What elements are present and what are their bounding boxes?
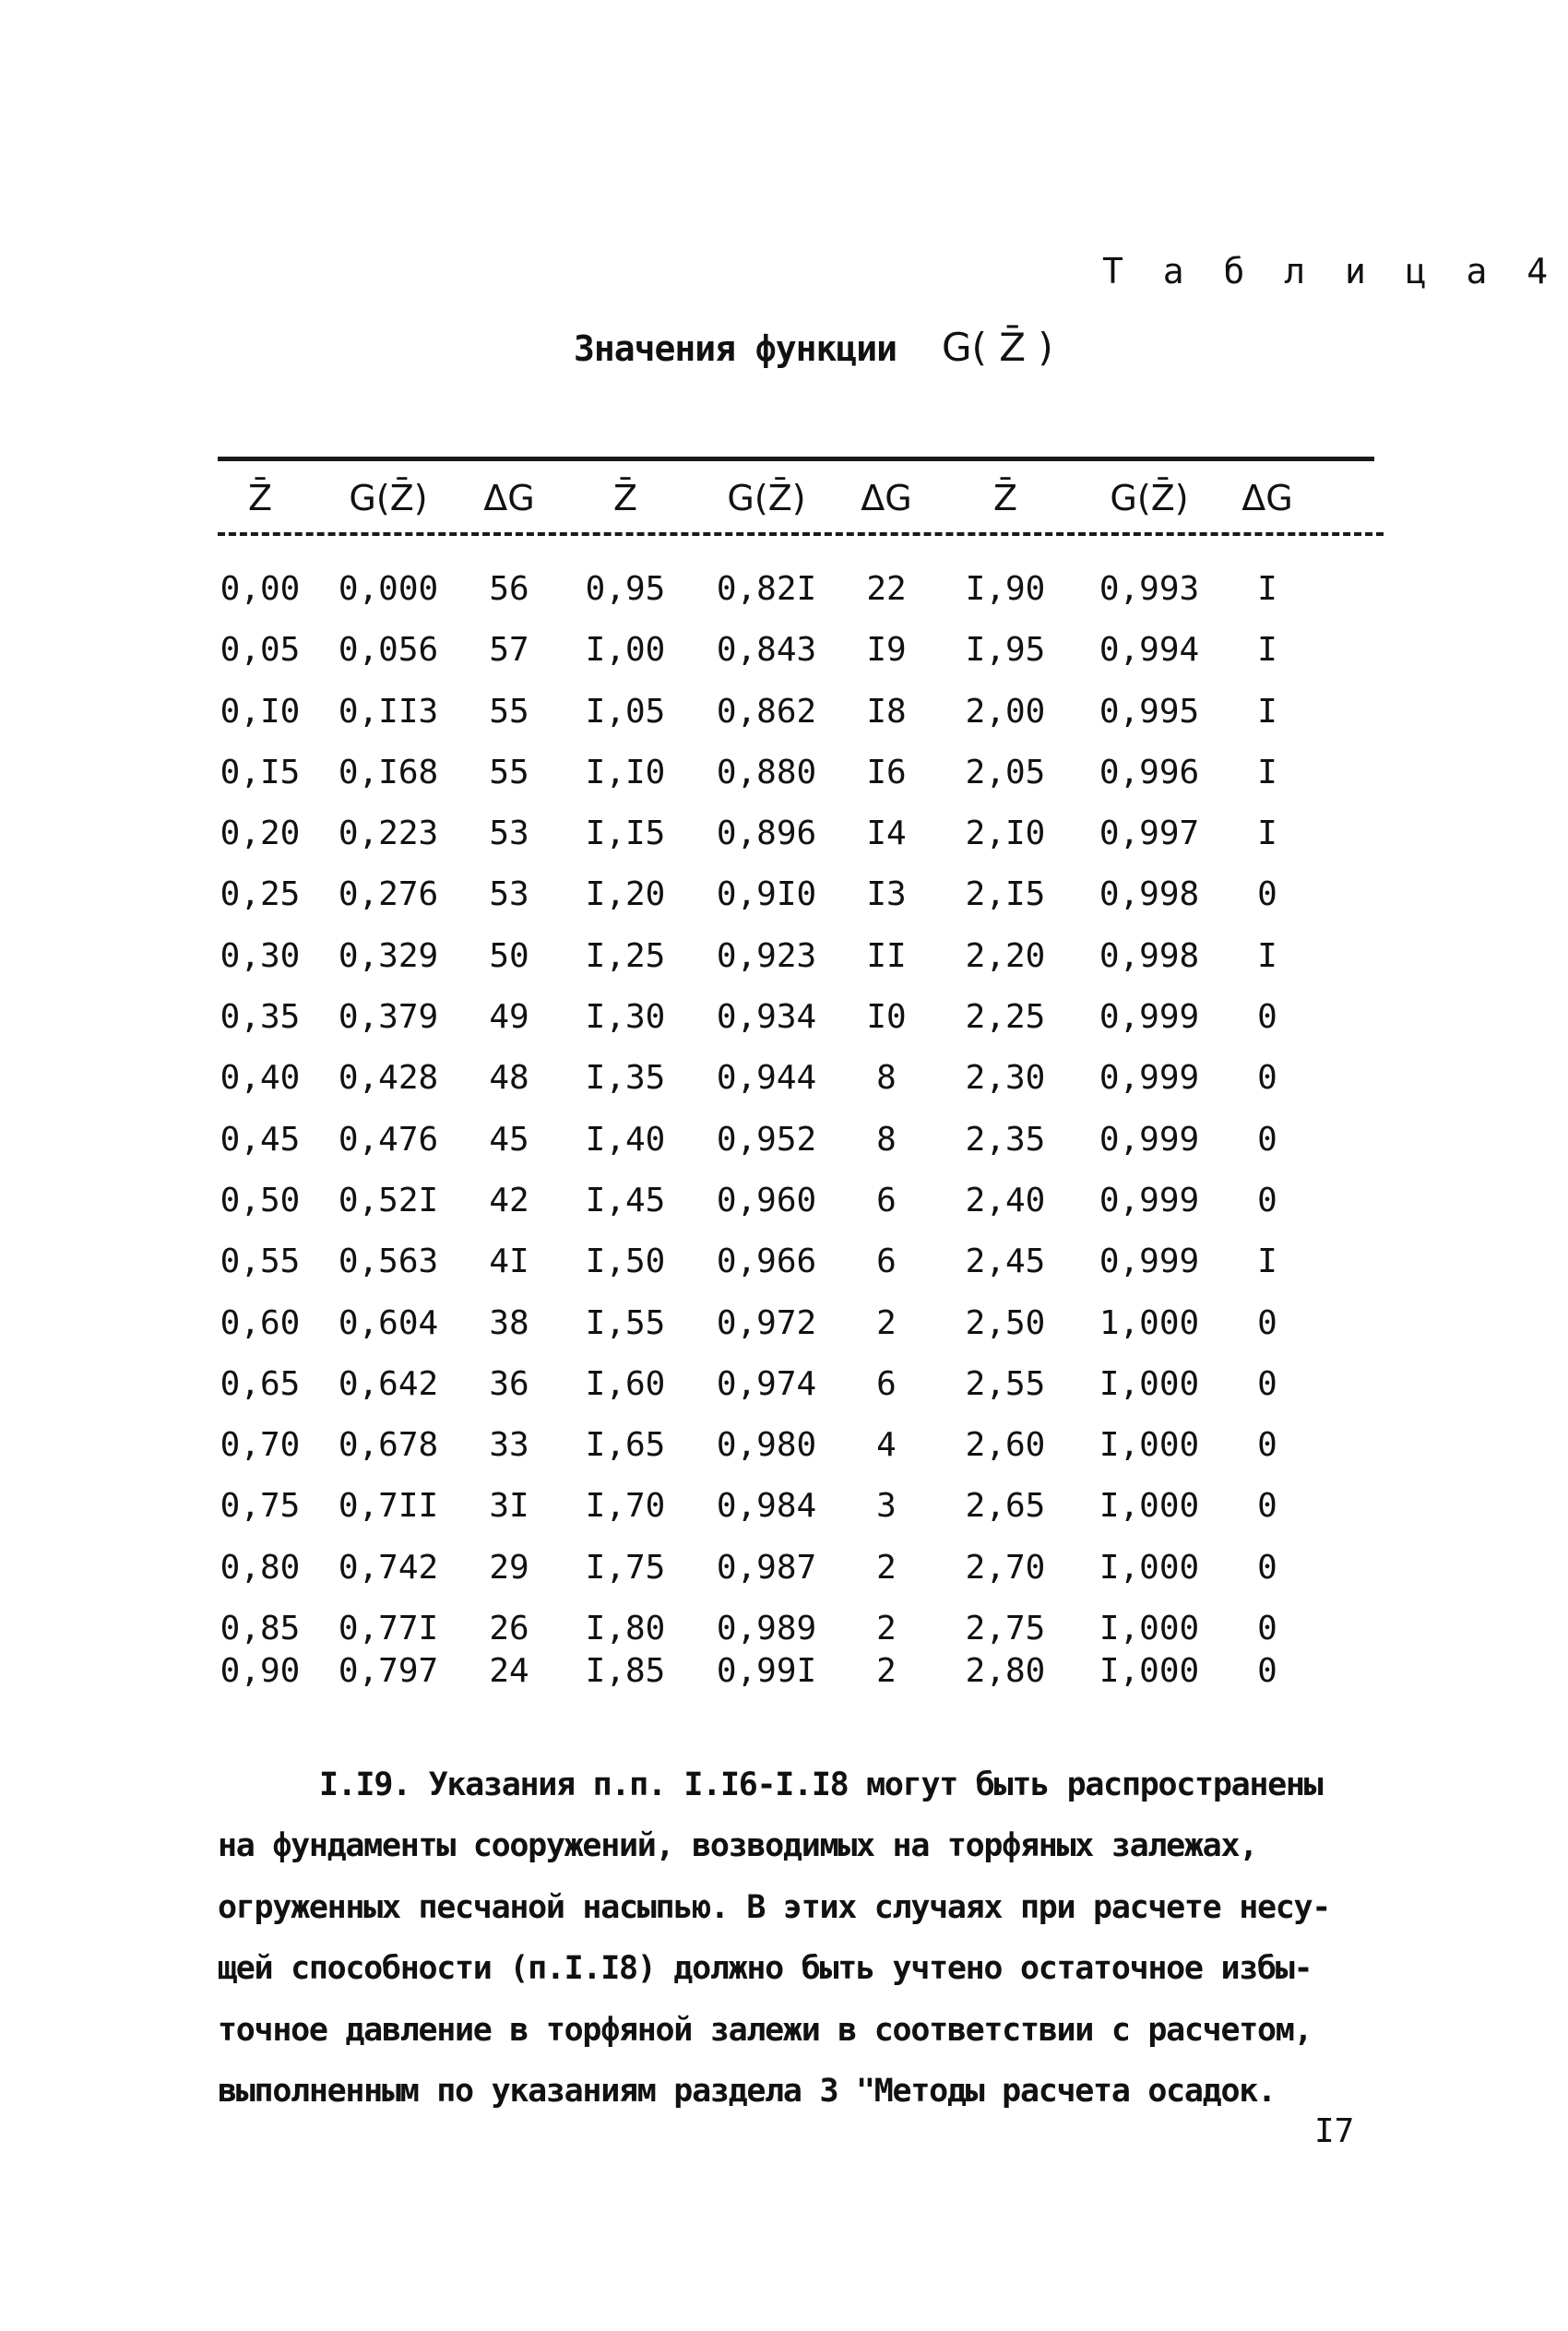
column-header: ΔG (483, 478, 535, 518)
table-cell: 0,95 (585, 570, 666, 608)
table-cell: 0,276 (338, 875, 439, 914)
table-cell: 0,952 (716, 1120, 817, 1159)
table-row (218, 1304, 1374, 1365)
table-cell: 2 (876, 1548, 897, 1587)
table-cell: 0,987 (716, 1548, 817, 1587)
table-cell: 26 (489, 1610, 529, 1648)
table-cell: I,000 (1099, 1610, 1200, 1648)
table-cell: 42 (489, 1181, 529, 1219)
table-cell: 24 (489, 1652, 529, 1691)
column-header: Z̄ (247, 478, 273, 518)
table-cell: 0,974 (716, 1364, 817, 1403)
table-cell: 0,329 (338, 936, 439, 975)
table-cell: 0,000 (338, 570, 439, 608)
table-cell: 0,00 (220, 570, 301, 608)
table-cell: 2,55 (965, 1364, 1046, 1403)
table-label: Т а б л и ц а 4 (1102, 251, 1558, 291)
table-cell: 0,980 (716, 1426, 817, 1465)
table-cell: 0,998 (1099, 875, 1200, 914)
column-header: G(Z̄) (727, 478, 806, 518)
table-cell: I8 (866, 692, 907, 731)
table-cell: 0,896 (716, 815, 817, 853)
table-cell: 1,000 (1099, 1303, 1200, 1342)
table-cell: 0,428 (338, 1059, 439, 1098)
table-cell: I,90 (965, 570, 1046, 608)
table-cell: I,000 (1099, 1487, 1200, 1526)
table-cell: 2,05 (965, 753, 1046, 791)
column-header: Z̄ (612, 478, 638, 518)
table-cell: 0,70 (220, 1426, 301, 1465)
table-cell: 0,7II (338, 1487, 439, 1526)
table-cell: 2,50 (965, 1303, 1046, 1342)
table-cell: 2,80 (965, 1652, 1046, 1691)
column-header: ΔG (861, 478, 912, 518)
column-header: ΔG (1241, 478, 1293, 518)
table-row (218, 998, 1374, 1059)
table-row (218, 693, 1374, 754)
table-cell: 0,797 (338, 1652, 439, 1691)
table-cell: 50 (489, 936, 529, 975)
table-cell: 0,999 (1099, 1243, 1200, 1281)
table-cell: 2,35 (965, 1120, 1046, 1159)
table-cell: I9 (866, 631, 907, 670)
table-cell: 0,82I (716, 570, 817, 608)
table-row (218, 570, 1374, 631)
table-cell: I,95 (965, 631, 1046, 670)
table-cell: 0,994 (1099, 631, 1200, 670)
table-cell: 0,II3 (338, 692, 439, 731)
table-cell: 0,52I (338, 1181, 439, 1219)
table-cell: 56 (489, 570, 529, 608)
table-cell: I,000 (1099, 1548, 1200, 1587)
column-header: G(Z̄) (1110, 478, 1189, 518)
table-cell: I,I5 (585, 815, 666, 853)
table-cell: 48 (489, 1059, 529, 1098)
table-cell: 2,65 (965, 1487, 1046, 1526)
table-cell: I,00 (585, 631, 666, 670)
table-cell: 53 (489, 815, 529, 853)
table-cell: I (1257, 570, 1277, 608)
table-cell: 0 (1257, 998, 1277, 1037)
table-cell: 53 (489, 875, 529, 914)
table-cell: 0,30 (220, 936, 301, 975)
table-cell: 0,880 (716, 753, 817, 791)
table-cell: I,000 (1099, 1364, 1200, 1403)
table-cell: 2,20 (965, 936, 1046, 975)
table-top-rule (218, 457, 1374, 461)
table-cell: 29 (489, 1548, 529, 1587)
paragraph-line: на фундаменты сооружений, возводимых на торфяных залежах, (218, 1827, 1257, 1865)
table-cell: 0 (1257, 1652, 1277, 1691)
table-cell: 0,379 (338, 998, 439, 1037)
table-cell: I,60 (585, 1364, 666, 1403)
table-cell: 6 (876, 1181, 897, 1219)
table-body (218, 570, 1374, 1714)
table-cell: 55 (489, 692, 529, 731)
column-header: G(Z̄) (349, 478, 428, 518)
table-cell: 0,80 (220, 1548, 301, 1587)
table-cell: I,45 (585, 1181, 666, 1219)
table-cell: 0,966 (716, 1243, 817, 1281)
table-cell: 0,999 (1099, 1181, 1200, 1219)
table-cell: 4I (489, 1243, 529, 1281)
table-row (218, 1182, 1374, 1243)
table-cell: 0,05 (220, 631, 301, 670)
caption-function: G( Z̄ ) (941, 325, 1053, 370)
table-row (218, 1549, 1374, 1610)
table-cell: 2,I0 (965, 815, 1046, 853)
table-cell: 55 (489, 753, 529, 791)
table-cell: 0,944 (716, 1059, 817, 1098)
table-cell: 0,35 (220, 998, 301, 1037)
table-cell: 0 (1257, 1303, 1277, 1342)
table-cell: I0 (866, 998, 907, 1037)
table-cell: 0,995 (1099, 692, 1200, 731)
table-cell: 0,55 (220, 1243, 301, 1281)
table-cell: 0,99I (716, 1652, 817, 1691)
table-cell: 2,70 (965, 1548, 1046, 1587)
table-cell: 0,25 (220, 875, 301, 914)
table-cell: 0 (1257, 1548, 1277, 1587)
table-cell: 0 (1257, 1364, 1277, 1403)
table-cell: I (1257, 815, 1277, 853)
table-cell: 0,843 (716, 631, 817, 670)
table-cell: 0 (1257, 1120, 1277, 1159)
paragraph-line: огруженных песчаной насыпью. В этих случаях при расчете несу- (218, 1888, 1331, 1926)
table-cell: 0 (1257, 1426, 1277, 1465)
table-cell: 0,934 (716, 998, 817, 1037)
table-cell: I,05 (585, 692, 666, 731)
table-cell: 2,75 (965, 1610, 1046, 1648)
table-cell: 45 (489, 1120, 529, 1159)
table-cell: 0,642 (338, 1364, 439, 1403)
table-cell: 0,476 (338, 1120, 439, 1159)
table-cell: 0,960 (716, 1181, 817, 1219)
table-caption (574, 325, 1053, 370)
table-cell: 0,923 (716, 936, 817, 975)
table-cell: 0,40 (220, 1059, 301, 1098)
table-cell: I,75 (585, 1548, 666, 1587)
table-cell: 0,998 (1099, 936, 1200, 975)
table-cell: 2,30 (965, 1059, 1046, 1098)
table-row (218, 1243, 1374, 1303)
table-cell: 0,997 (1099, 815, 1200, 853)
table-row (218, 815, 1374, 875)
table-cell: 0,678 (338, 1426, 439, 1465)
table-cell: I,30 (585, 998, 666, 1037)
table-cell: 2,I5 (965, 875, 1046, 914)
table-cell: 3 (876, 1487, 897, 1526)
table-cell: 0,20 (220, 815, 301, 853)
table-cell: 0,972 (716, 1303, 817, 1342)
table-cell: 0 (1257, 1487, 1277, 1526)
table-cell: 33 (489, 1426, 529, 1465)
table-row (218, 937, 1374, 998)
table-cell: 4 (876, 1426, 897, 1465)
table-cell: I (1257, 753, 1277, 791)
table-cell: 49 (489, 998, 529, 1037)
table-cell: 22 (866, 570, 907, 608)
table-cell: 8 (876, 1059, 897, 1098)
table-cell: 6 (876, 1364, 897, 1403)
table-header-rule (218, 532, 1384, 536)
table-cell: 0,I0 (220, 692, 301, 731)
table-cell: I,35 (585, 1059, 666, 1098)
table-cell: 0,I68 (338, 753, 439, 791)
page-number: I7 (1314, 2112, 1355, 2150)
table-cell: 0,989 (716, 1610, 817, 1648)
table-cell: I,25 (585, 936, 666, 975)
table-cell: 0,999 (1099, 1059, 1200, 1098)
table-cell: 0 (1257, 1181, 1277, 1219)
table-cell: 0,9I0 (716, 875, 817, 914)
table-cell: 0,90 (220, 1652, 301, 1691)
paragraph-line: I.I9. Указания п.п. I.I6-I.I8 могут быть распространены (319, 1766, 1323, 1803)
table-cell: I (1257, 631, 1277, 670)
table-cell: 2,45 (965, 1243, 1046, 1281)
table-cell: 2,40 (965, 1181, 1046, 1219)
table-cell: I,70 (585, 1487, 666, 1526)
table-cell: 0 (1257, 875, 1277, 914)
table-cell: I,55 (585, 1303, 666, 1342)
table-cell: 0,60 (220, 1303, 301, 1342)
table-cell: I,000 (1099, 1426, 1200, 1465)
table-cell: 0,45 (220, 1120, 301, 1159)
paragraph-line: выполненным по указаниям раздела 3 "Методы расчета осадок. (218, 2073, 1276, 2111)
table-cell: I,80 (585, 1610, 666, 1648)
table-row (218, 1121, 1374, 1182)
table-cell: 2 (876, 1610, 897, 1648)
table-cell: 0,999 (1099, 1120, 1200, 1159)
caption-text: Значения функции (574, 328, 897, 369)
table-row (218, 1652, 1374, 1713)
table-cell: 8 (876, 1120, 897, 1159)
table-cell: 6 (876, 1243, 897, 1281)
table-cell: I,50 (585, 1243, 666, 1281)
table-cell: 2,00 (965, 692, 1046, 731)
table-cell: I,20 (585, 875, 666, 914)
table-cell: 0,75 (220, 1487, 301, 1526)
table-cell: 0,65 (220, 1364, 301, 1403)
table-row (218, 1487, 1374, 1548)
table-cell: I3 (866, 875, 907, 914)
table-cell: 0,223 (338, 815, 439, 853)
table-cell: 2,60 (965, 1426, 1046, 1465)
table-cell: 3I (489, 1487, 529, 1526)
table-cell: 0,862 (716, 692, 817, 731)
table-cell: 0,563 (338, 1243, 439, 1281)
table-cell: 0,85 (220, 1610, 301, 1648)
table-cell: 57 (489, 631, 529, 670)
table-cell: I,40 (585, 1120, 666, 1159)
table-cell: 2,25 (965, 998, 1046, 1037)
table-cell: I,I0 (585, 753, 666, 791)
column-header: Z̄ (992, 478, 1018, 518)
table-cell: I (1257, 936, 1277, 975)
table-cell: 2 (876, 1652, 897, 1691)
table-cell: I4 (866, 815, 907, 853)
table-row (218, 1365, 1374, 1426)
table-cell: I (1257, 692, 1277, 731)
table-cell: I,85 (585, 1652, 666, 1691)
table-row (218, 1426, 1374, 1487)
table-cell: 36 (489, 1364, 529, 1403)
table-cell: 38 (489, 1303, 529, 1342)
table-cell: 0,742 (338, 1548, 439, 1587)
table-cell: II (866, 936, 907, 975)
table-cell: 0 (1257, 1610, 1277, 1648)
table-cell: 0,056 (338, 631, 439, 670)
table-cell: 0,999 (1099, 998, 1200, 1037)
table-cell: 0,50 (220, 1181, 301, 1219)
table-row (218, 875, 1374, 936)
table-cell: I6 (866, 753, 907, 791)
table-cell: 2 (876, 1303, 897, 1342)
table-cell: I,65 (585, 1426, 666, 1465)
table-cell: 0,604 (338, 1303, 439, 1342)
table-cell: 0,984 (716, 1487, 817, 1526)
table-row (218, 754, 1374, 815)
table-cell: 0,993 (1099, 570, 1200, 608)
table-row (218, 631, 1374, 692)
table-header (218, 478, 1374, 528)
table-cell: 0,77I (338, 1610, 439, 1648)
table-cell: 0,996 (1099, 753, 1200, 791)
table-cell: I (1257, 1243, 1277, 1281)
paragraph-line: точное давление в торфяной залежи в соответствии с расчетом, (218, 2011, 1313, 2049)
table-cell: 0,I5 (220, 753, 301, 791)
table-cell: 0 (1257, 1059, 1277, 1098)
table-row (218, 1059, 1374, 1120)
paragraph-section-1-19 (218, 1754, 1382, 2122)
paragraph-line: щей способности (п.I.I8) должно быть учтено остаточное избы- (218, 1950, 1313, 1988)
table-cell: I,000 (1099, 1652, 1200, 1691)
